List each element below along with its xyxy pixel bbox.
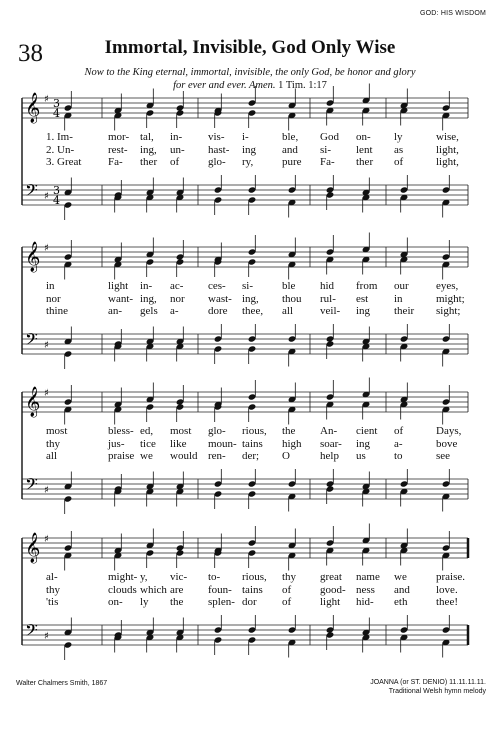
lyric-syllable: nor bbox=[170, 292, 185, 305]
lyric-syllable: in bbox=[46, 280, 55, 292]
lyric-syllable: Days, bbox=[436, 425, 462, 437]
lyric-syllable: tains bbox=[242, 583, 263, 596]
lyric-syllable: as bbox=[394, 143, 404, 156]
lyric-syllable: rul- bbox=[320, 292, 336, 305]
lyric-syllable: rest- bbox=[108, 143, 128, 156]
lyric-syllable: 2. Un- bbox=[46, 143, 75, 156]
bass-clef-icon: 𝄢 bbox=[25, 474, 38, 498]
lyric-syllable: si- bbox=[242, 280, 253, 292]
lyric-syllable: are bbox=[170, 583, 184, 596]
bass-clef-icon: 𝄢 bbox=[25, 180, 38, 204]
lyric-syllable: lent bbox=[356, 143, 373, 156]
sharp-icon: ♯ bbox=[44, 485, 49, 496]
tune-origin: Traditional Welsh hymn melody bbox=[388, 688, 486, 695]
lyric-syllable: mor- bbox=[108, 131, 130, 143]
lyric-syllable: dore bbox=[208, 305, 228, 317]
lyric-syllable: praise bbox=[108, 450, 135, 462]
lyric-syllable: we bbox=[394, 571, 407, 583]
lyric-syllable: of bbox=[394, 425, 404, 437]
lyric-syllable: est bbox=[356, 292, 369, 305]
lyric-syllable: ren- bbox=[208, 450, 226, 462]
lyric-syllable: to- bbox=[208, 571, 221, 583]
lyric-syllable: tice bbox=[140, 437, 156, 450]
lyric-syllable: ly bbox=[394, 131, 403, 143]
bass-clef-icon: 𝄢 bbox=[25, 329, 38, 353]
lyric-syllable: jus- bbox=[108, 437, 125, 450]
lyric-syllable: pure bbox=[282, 156, 302, 168]
lyric-syllable: clouds bbox=[108, 583, 137, 596]
sharp-icon: ♯ bbox=[44, 243, 49, 254]
lyric-syllable: our bbox=[394, 280, 409, 292]
lyric-syllable: from bbox=[356, 280, 378, 292]
lyric-syllable: si- bbox=[320, 143, 331, 156]
lyric-syllable: all bbox=[282, 305, 293, 317]
lyric-syllable: thou bbox=[282, 292, 302, 305]
lyric-syllable: thy bbox=[282, 571, 297, 583]
lyric-syllable: to bbox=[394, 450, 403, 462]
lyric-syllable: thee! bbox=[436, 596, 458, 608]
lyric-syllable: in bbox=[394, 292, 403, 305]
lyric-syllable: might- bbox=[108, 571, 138, 583]
sharp-icon: ♯ bbox=[44, 631, 49, 642]
lyric-syllable: most bbox=[46, 425, 68, 437]
lyric-syllable: light bbox=[108, 280, 129, 292]
lyric-syllable: rious, bbox=[242, 425, 267, 437]
lyric-syllable: thine bbox=[46, 305, 68, 317]
tune-name: JOANNA (or ST. DENIO) 11.11.11.11. bbox=[370, 679, 486, 686]
bass-clef-icon: 𝄢 bbox=[25, 620, 38, 644]
lyric-syllable: soar- bbox=[320, 437, 342, 450]
lyric-syllable: light bbox=[320, 596, 341, 608]
lyric-syllable: ac- bbox=[170, 280, 184, 292]
author-credit: Walter Chalmers Smith, 1867 bbox=[16, 680, 108, 687]
epigraph-line-1: Now to the King eternal, immortal, invisible, the only God, be honor and glory bbox=[84, 67, 416, 78]
sharp-icon: ♯ bbox=[44, 191, 49, 202]
lyric-syllable: dor bbox=[242, 596, 257, 608]
lyric-syllable: hid- bbox=[356, 596, 374, 608]
lyric-syllable: moun- bbox=[208, 437, 237, 450]
lyric-syllable: the bbox=[282, 425, 296, 437]
lyric-syllable: y, bbox=[140, 571, 148, 583]
lyric-syllable: wise, bbox=[436, 131, 459, 143]
lyric-syllable: cient bbox=[356, 425, 378, 437]
lyric-syllable: a- bbox=[394, 437, 403, 450]
lyric-syllable: eyes, bbox=[436, 280, 459, 292]
lyric-syllable: O bbox=[282, 450, 290, 462]
lyric-syllable: in- bbox=[140, 280, 153, 292]
hymn-number: 38 bbox=[18, 40, 43, 67]
treble-clef-icon: 𝄞 bbox=[25, 387, 41, 417]
lyric-syllable: bove bbox=[436, 437, 458, 450]
lyric-syllable: thy bbox=[46, 583, 61, 596]
lyric-syllable: of bbox=[282, 583, 292, 596]
time-signature: 4 bbox=[53, 194, 60, 207]
lyric-syllable: 3. Great bbox=[46, 156, 82, 168]
lyric-syllable: ed, bbox=[140, 425, 154, 437]
epigraph-line-2: for ever and ever. Amen. bbox=[173, 80, 276, 91]
lyric-syllable: ing, bbox=[242, 292, 259, 305]
lyric-syllable: splen- bbox=[208, 596, 235, 608]
lyric-syllable: vis- bbox=[208, 131, 225, 143]
lyric-syllable: ther bbox=[140, 156, 158, 168]
lyric-syllable: of bbox=[394, 156, 404, 168]
lyric-syllable: high bbox=[282, 437, 302, 450]
lyric-syllable: Fa- bbox=[320, 156, 335, 168]
sharp-icon: ♯ bbox=[44, 388, 49, 399]
treble-clef-icon: 𝄞 bbox=[25, 533, 41, 563]
lyric-syllable: ces- bbox=[208, 280, 226, 292]
lyric-syllable: sight; bbox=[436, 305, 461, 317]
epigraph-reference: 1 Tim. 1:17 bbox=[278, 80, 327, 91]
lyric-syllable: glo- bbox=[208, 425, 226, 437]
lyric-syllable: and bbox=[282, 143, 298, 156]
lyric-syllable: a- bbox=[170, 305, 179, 317]
lyric-syllable: great bbox=[320, 571, 342, 583]
sharp-icon: ♯ bbox=[44, 94, 49, 105]
lyric-syllable: on- bbox=[108, 596, 123, 608]
lyric-syllable: ing bbox=[242, 143, 257, 156]
lyric-syllable: love. bbox=[436, 583, 458, 596]
lyric-syllable: ble bbox=[282, 280, 296, 292]
lyric-syllable: Fa- bbox=[108, 156, 123, 168]
lyric-syllable: of bbox=[282, 596, 292, 608]
lyric-syllable: 1. Im- bbox=[46, 131, 73, 143]
lyric-syllable: gels bbox=[140, 305, 158, 317]
lyric-syllable: thy bbox=[46, 437, 61, 450]
lyric-syllable: hast- bbox=[208, 143, 230, 156]
lyric-syllable: would bbox=[170, 450, 198, 462]
lyric-syllable: and bbox=[394, 583, 410, 596]
lyric-syllable: which bbox=[140, 583, 167, 596]
lyric-syllable: ing, bbox=[140, 292, 157, 305]
lyric-syllable: tal, bbox=[140, 131, 154, 143]
time-signature: 3 bbox=[53, 184, 60, 197]
lyric-syllable: al- bbox=[46, 571, 58, 583]
lyric-syllable: rious, bbox=[242, 571, 267, 583]
lyric-syllable: us bbox=[356, 450, 366, 462]
lyric-syllable: God bbox=[320, 131, 339, 143]
lyric-syllable: on- bbox=[356, 131, 371, 143]
lyric-syllable: ry, bbox=[242, 156, 254, 168]
lyric-syllable: all bbox=[46, 450, 57, 462]
lyric-syllable: glo- bbox=[208, 156, 226, 168]
lyric-syllable: good- bbox=[320, 583, 346, 596]
lyric-syllable: name bbox=[356, 571, 380, 583]
lyric-syllable: light, bbox=[436, 143, 459, 156]
lyric-syllable: ing bbox=[356, 437, 371, 450]
lyric-syllable: see bbox=[436, 450, 451, 462]
lyric-syllable: thee, bbox=[242, 305, 264, 317]
lyric-syllable: help bbox=[320, 450, 339, 462]
lyric-syllable: wast- bbox=[208, 292, 232, 305]
treble-clef-icon: 𝄞 bbox=[25, 93, 41, 123]
lyric-syllable: light, bbox=[436, 156, 459, 168]
lyric-syllable: praise. bbox=[436, 571, 466, 583]
lyric-syllable: might; bbox=[436, 292, 465, 305]
treble-clef-icon: 𝄞 bbox=[25, 242, 41, 272]
lyric-syllable: An- bbox=[320, 425, 338, 437]
lyric-syllable: like bbox=[170, 437, 187, 450]
lyric-syllable: bless- bbox=[108, 425, 134, 437]
lyric-syllable: un- bbox=[170, 143, 185, 156]
lyric-syllable: vic- bbox=[170, 571, 188, 583]
sharp-icon: ♯ bbox=[44, 534, 49, 545]
lyric-syllable: want- bbox=[108, 292, 134, 305]
lyric-syllable: ly bbox=[140, 596, 149, 608]
lyric-syllable: an- bbox=[108, 305, 123, 317]
time-signature: 3 bbox=[53, 97, 60, 110]
category-heading: GOD: HIS WISDOM bbox=[420, 10, 486, 17]
lyric-syllable: ther bbox=[356, 156, 374, 168]
lyric-syllable: 'tis bbox=[46, 596, 59, 608]
lyric-syllable: their bbox=[394, 305, 415, 317]
lyric-syllable: der; bbox=[242, 450, 260, 462]
lyric-syllable: hid bbox=[320, 280, 335, 292]
lyric-syllable: we bbox=[140, 450, 153, 462]
lyric-syllable: veil- bbox=[320, 305, 341, 317]
lyric-syllable: ness bbox=[356, 583, 375, 596]
lyric-syllable: nor bbox=[46, 292, 61, 305]
lyric-syllable: most bbox=[170, 425, 192, 437]
lyric-syllable: i- bbox=[242, 131, 249, 143]
time-signature: 4 bbox=[53, 107, 60, 120]
lyric-syllable: tains bbox=[242, 437, 263, 450]
hymn-title: Immortal, Invisible, God Only Wise bbox=[104, 37, 396, 58]
lyric-syllable: the bbox=[170, 596, 184, 608]
sharp-icon: ♯ bbox=[44, 340, 49, 351]
lyric-syllable: of bbox=[170, 156, 180, 168]
lyric-syllable: eth bbox=[394, 596, 408, 608]
lyric-syllable: in- bbox=[170, 131, 183, 143]
lyric-syllable: ing, bbox=[140, 143, 157, 156]
tune-credit bbox=[370, 678, 486, 696]
lyric-syllable: foun- bbox=[208, 583, 232, 596]
lyric-syllable: ble, bbox=[282, 131, 299, 143]
lyric-syllable: ing bbox=[356, 305, 371, 317]
